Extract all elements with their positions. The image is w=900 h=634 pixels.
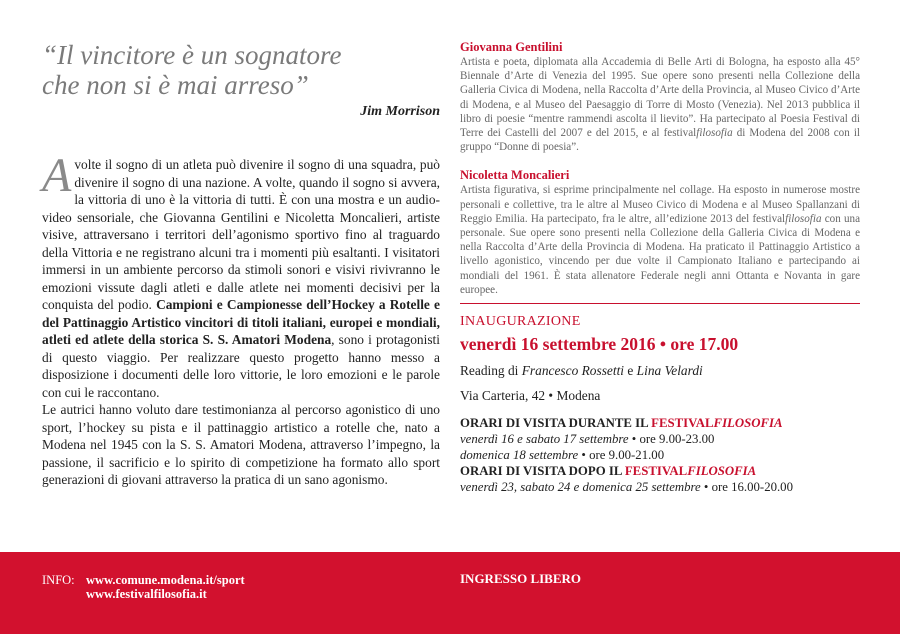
free-entry-label: INGRESSO LIBERO	[460, 571, 582, 586]
drop-cap: A	[42, 149, 72, 202]
paragraph-1-end: , sono i protagonisti di questo viaggio. Per realizzare questo progetto hanno messo a disposizione i documenti delle loro vittorie, le loro emozioni e le parole con cui le raccontano.	[42, 332, 440, 400]
visit-line-1-days: venerdì 16 e sabato 17 settembre	[460, 432, 629, 447]
bio-text-gentilini	[460, 55, 860, 154]
footer-band	[0, 552, 900, 634]
bio-text-moncalieri-a: Artista figurativa, si esprime principalmente nel collage. Ha esposto in numerose mostre personali e collettive, tra le altre al Museo Civico di Modena e al Museo Spallanzani di Reggio Emilia. Ha partecipato, fra le altre, all’edizione 2013 del festival	[460, 184, 860, 225]
visit-line-3-days: venerdì 23, sabato 24 e domenica 25 settembre	[460, 480, 701, 495]
reading-and: e	[624, 363, 637, 379]
left-column	[42, 40, 440, 489]
visit-during-label: ORARI DI VISITA DURANTE IL	[460, 416, 652, 431]
bio-text-gentilini-a: Artista e poeta, diplomata alla Accademia di Belle Arti di Bologna, ha esposto alla 45° Biennale d’Arte di Venezia del 1995. Sue opere sono presenti nella Collezione della Galleria Civica di Modena, nella Raccolta d’Arte della Provincia, al Museo Civico d’Arte di Modena, e al Museo del Paesaggio di Torre di Mosto (Venezia). Nel 2013 pubblica il libro di poesie “mentre rammendi ascolta il lievito”. Ha partecipato al Poesia Festival di Terre dei Castelli del 2007 e del 2015, e al festival	[460, 56, 860, 140]
bio-text-moncalieri-b: con una personale. Sue opere sono presenti nella Collezione della Galleria Civica di Modena e nella Raccolta d’Arte della Provincia di Modena. Ha praticato il Pattinaggio Artistico a livello agonistico, vincendo per due volte il Campionato Italiano e partecipando ai mondiali del 1961. È stata allenatore Federale negli anni Ottanta e Novanta in gare europee.	[460, 212, 860, 296]
visit-line-2-days: domenica 18 settembre	[460, 448, 579, 463]
festival-name-2-a: FESTIVAL	[624, 464, 688, 479]
bio-text-gentilini-italic: filosofia	[696, 127, 733, 140]
paragraph-1-bold: Campioni e Campionesse dell’Hockey a Rotelle e del Pattinaggio Artistico vincitori di titoli italiani, europei e mondiali, atleti ed atlete della storica S. S. Amatori Modena	[42, 297, 440, 347]
quote-line-1: “Il vincitore è un sognatore	[42, 40, 342, 70]
visit-line-3	[460, 479, 860, 495]
festival-name	[651, 416, 782, 430]
reader-1: Francesco Rossetti	[521, 363, 625, 379]
link-festival[interactable]: www.festivalfilosofia.it	[86, 587, 207, 601]
festival-name-a: FESTIVAL	[651, 416, 714, 431]
bio-text-moncalieri	[460, 183, 860, 297]
bio-text-moncalieri-italic: filosofia	[785, 212, 822, 225]
link-comune[interactable]: www.comune.modena.it/sport	[86, 573, 245, 587]
section-divider	[460, 303, 860, 304]
quote-author: Jim Morrison	[360, 104, 440, 119]
quote-line-2: che non si è mai arreso”	[42, 70, 309, 100]
festival-name-2	[625, 464, 756, 478]
visit-line-2	[460, 447, 860, 463]
inauguration-label: INAUGURAZIONE	[460, 314, 581, 330]
bio-name-moncalieri: Nicoletta Moncalieri	[460, 168, 570, 183]
visit-line-1	[460, 431, 860, 447]
quote	[42, 40, 440, 100]
reading-line	[460, 361, 860, 380]
right-column	[460, 40, 860, 495]
bio-name-gentilini: Giovanna Gentilini	[460, 40, 563, 54]
paragraph-1: volte il sogno di un atleta può divenire il sogno di una squadra, può divenire il sogno di una nazione. A volte, quando il sogno si avvera, la vittoria di uno è la vittoria di tutti. È con una mostra e un audio-video sensoriale, che Giovanna Gentilini e Nicoletta Moncalieri, artiste visive, attraversano i territori dell’agonismo sportivo fino al traguardo della Vittoria e ne registrano alcuni tra i momenti più esaltanti. I visitatori immersi in un ambiente percorso da stimoli sonori e visivi rivivranno le emozioni vissute dagli atleti e dalle atlete nei momenti decisivi per la conquista del podio.	[42, 157, 440, 312]
festival-name-2-b: FILOSOFIA	[687, 464, 757, 479]
visit-after-label: ORARI DI VISITA DOPO IL	[460, 464, 625, 479]
visit-hours-during-heading	[460, 415, 860, 431]
reading-prefix: Reading di	[460, 363, 522, 379]
info-block	[42, 573, 245, 601]
address: Via Carteria, 42 • Modena	[460, 388, 601, 404]
bio-text-gentilini-b: di Modena del 2008 con il gruppo “Donne di poesia”.	[460, 127, 861, 154]
info-label: INFO:	[42, 573, 75, 587]
visit-line-2-hours: • ore 9.00-21.00	[578, 448, 665, 463]
reader-2: Lina Velardi	[636, 363, 703, 379]
paragraph-2: Le autrici hanno voluto dare testimonianza al percorso agonistico di uno sport, l’hockey su pista e il pattinaggio artistico a rotelle che, nato a Modena nel 1945 con la S. S. Amatori Modena, attraverso l’impegno, la passione, il sacrificio e lo spirito di competizione ha formato allo sport generazioni di giovani attraverso la pratica di un sano agonismo.	[42, 402, 440, 487]
festival-name-b: FILOSOFIA	[713, 416, 783, 431]
main-text	[42, 149, 440, 489]
inauguration-date: venerdì 16 settembre 2016 • ore 17.00	[460, 334, 739, 355]
visit-hours-after-heading	[460, 463, 860, 479]
visit-line-1-hours: • ore 9.00-23.00	[628, 432, 715, 447]
visit-line-3-hours: • ore 16.00-20.00	[700, 480, 793, 495]
